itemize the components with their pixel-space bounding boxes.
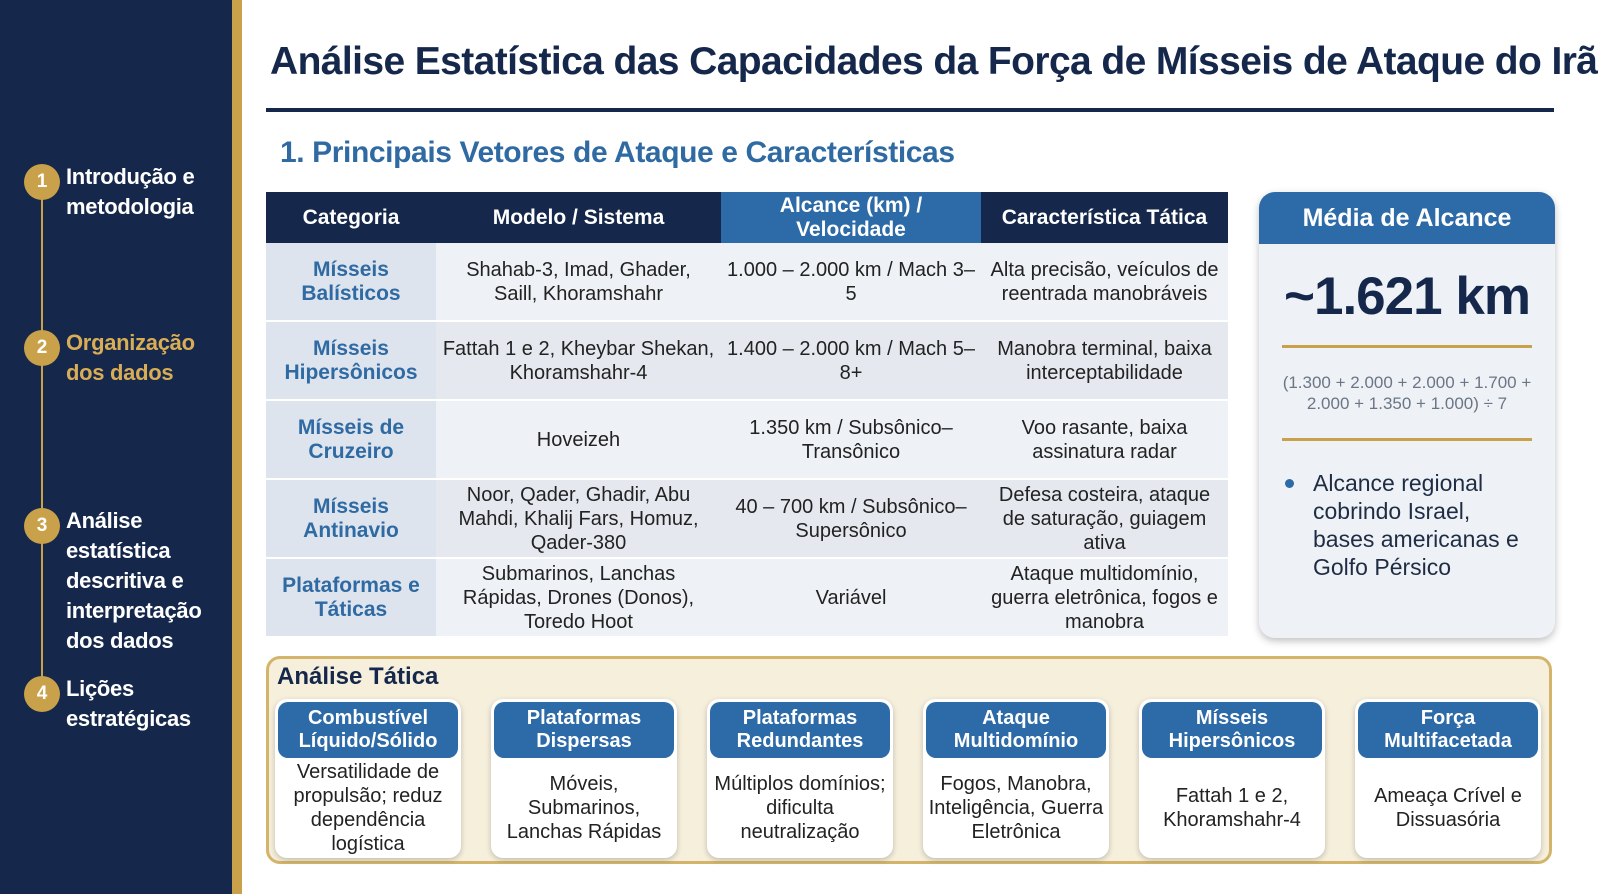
sidebar bbox=[0, 0, 232, 894]
bullet-dot-icon bbox=[1285, 479, 1294, 488]
tactical-card-title: Plataformas Redundantes bbox=[710, 702, 890, 758]
model-cell: Fattah 1 e 2, Kheybar Shekan, Khoramshahr-4 bbox=[436, 321, 721, 400]
average-bullet bbox=[1313, 469, 1533, 581]
step-number-badge: 1 bbox=[24, 164, 60, 200]
table-row bbox=[266, 400, 1228, 479]
average-formula: (1.300 + 2.000 + 2.000 + 1.700 + 2.000 + 1.350 + 1.000) ÷ 7 bbox=[1282, 373, 1532, 413]
category-cell: Mísseis Antinavio bbox=[266, 479, 436, 558]
tactical-card-body: Fogos, Manobra, Inteligência, Guerra Eletrônica bbox=[928, 772, 1104, 843]
average-bullet-text: Alcance regional cobrindo Israel, bases americanas e Golfo Pérsico bbox=[1313, 470, 1519, 580]
tactical-card bbox=[707, 699, 893, 858]
step-label: Organização dos dados bbox=[66, 330, 195, 385]
range-cell: 1.000 – 2.000 km / Mach 3–5 bbox=[721, 243, 981, 321]
feature-cell: Manobra terminal, baixa interceptabilidade bbox=[981, 321, 1228, 400]
tactical-card-body: Móveis, Submarinos, Lanchas Rápidas bbox=[506, 772, 662, 843]
category-cell: Plataformas e Táticas bbox=[266, 558, 436, 637]
tactical-card-body: Fattah 1 e 2, Khoramshahr-4 bbox=[1163, 784, 1301, 831]
tactical-card bbox=[491, 699, 677, 858]
tactical-card-title: Combustível Líquido/Sólido bbox=[278, 702, 458, 758]
feature-cell: Defesa costeira, ataque de saturação, guiagem ativa bbox=[981, 479, 1228, 558]
tactical-title: Análise Tática bbox=[277, 663, 439, 690]
tactical-card-title: Mísseis Hipersônicos bbox=[1142, 702, 1322, 758]
column-header-modelo: Modelo / Sistema bbox=[436, 192, 721, 243]
tactical-card-title: Ataque Multidomínio bbox=[926, 702, 1106, 758]
tactical-card bbox=[923, 699, 1109, 858]
range-cell: 1.400 – 2.000 km / Mach 5–8+ bbox=[721, 321, 981, 400]
category-cell: Mísseis de Cruzeiro bbox=[266, 400, 436, 479]
section-title: 1. Principais Vetores de Ataque e Características bbox=[280, 136, 955, 169]
column-header-categoria: Categoria bbox=[266, 192, 436, 243]
feature-cell: Alta precisão, veículos de reentrada manobráveis bbox=[981, 243, 1228, 321]
table-row bbox=[266, 479, 1228, 558]
tactical-card-title: Força Multifacetada bbox=[1358, 702, 1538, 758]
column-header-caracteristica: Característica Tática bbox=[981, 192, 1228, 243]
tactical-card-body: Ameaça Crível e Dissuasória bbox=[1374, 784, 1522, 831]
timeline-line bbox=[41, 190, 43, 705]
model-cell: Noor, Qader, Ghadir, Abu Mahdi, Khalij Fars, Homuz, Qader-380 bbox=[436, 479, 721, 558]
table-row bbox=[266, 558, 1228, 637]
step-number-badge: 2 bbox=[24, 330, 60, 366]
table-row bbox=[266, 243, 1228, 321]
model-cell: Submarinos, Lanchas Rápidas, Drones (Donos), Toredo Hoot bbox=[436, 558, 721, 637]
attack-vectors-table bbox=[266, 192, 1228, 638]
step-label: Introdução e metodologia bbox=[66, 164, 195, 219]
gold-divider bbox=[1282, 438, 1532, 441]
table-row bbox=[266, 321, 1228, 400]
title-divider bbox=[266, 108, 1554, 112]
range-cell: 1.350 km / Subsônico–Transônico bbox=[721, 400, 981, 479]
feature-cell: Ataque multidomínio, guerra eletrônica, fogos e manobra bbox=[981, 558, 1228, 637]
average-range-value: ~1.621 km bbox=[1284, 267, 1530, 326]
tactical-analysis-panel bbox=[266, 656, 1552, 864]
table-header-row bbox=[266, 192, 1228, 243]
tactical-card-body: Versatilidade de propulsão; reduz dependência logística bbox=[293, 760, 443, 855]
tactical-card bbox=[1139, 699, 1325, 858]
average-card-header: Média de Alcance bbox=[1259, 192, 1555, 244]
tactical-card bbox=[275, 699, 461, 858]
step-number-badge: 3 bbox=[24, 508, 60, 544]
step-label: Análise estatística descritiva e interpretação dos dados bbox=[66, 508, 202, 653]
feature-cell: Voo rasante, baixa assinatura radar bbox=[981, 400, 1228, 479]
range-cell: 40 – 700 km / Subsônico–Supersônico bbox=[721, 479, 981, 558]
range-cell: Variável bbox=[721, 558, 981, 637]
category-cell: Mísseis Balísticos bbox=[266, 243, 436, 321]
average-range-card bbox=[1259, 192, 1555, 638]
step-label: Lições estratégicas bbox=[66, 676, 191, 731]
tactical-card-body: Múltiplos domínios; dificulta neutralização bbox=[714, 772, 886, 843]
model-cell: Hoveizeh bbox=[436, 400, 721, 479]
tactical-card bbox=[1355, 699, 1541, 858]
model-cell: Shahab-3, Imad, Ghader, Saill, Khoramshahr bbox=[436, 243, 721, 321]
page-title: Análise Estatística das Capacidades da Força de Mísseis de Ataque do Irã bbox=[270, 40, 1598, 83]
step-number-badge: 4 bbox=[24, 676, 60, 712]
category-cell: Mísseis Hipersônicos bbox=[266, 321, 436, 400]
sidebar-accent-bar bbox=[232, 0, 242, 894]
column-header-alcance: Alcance (km) / Velocidade bbox=[721, 192, 981, 243]
tactical-card-title: Plataformas Dispersas bbox=[494, 702, 674, 758]
